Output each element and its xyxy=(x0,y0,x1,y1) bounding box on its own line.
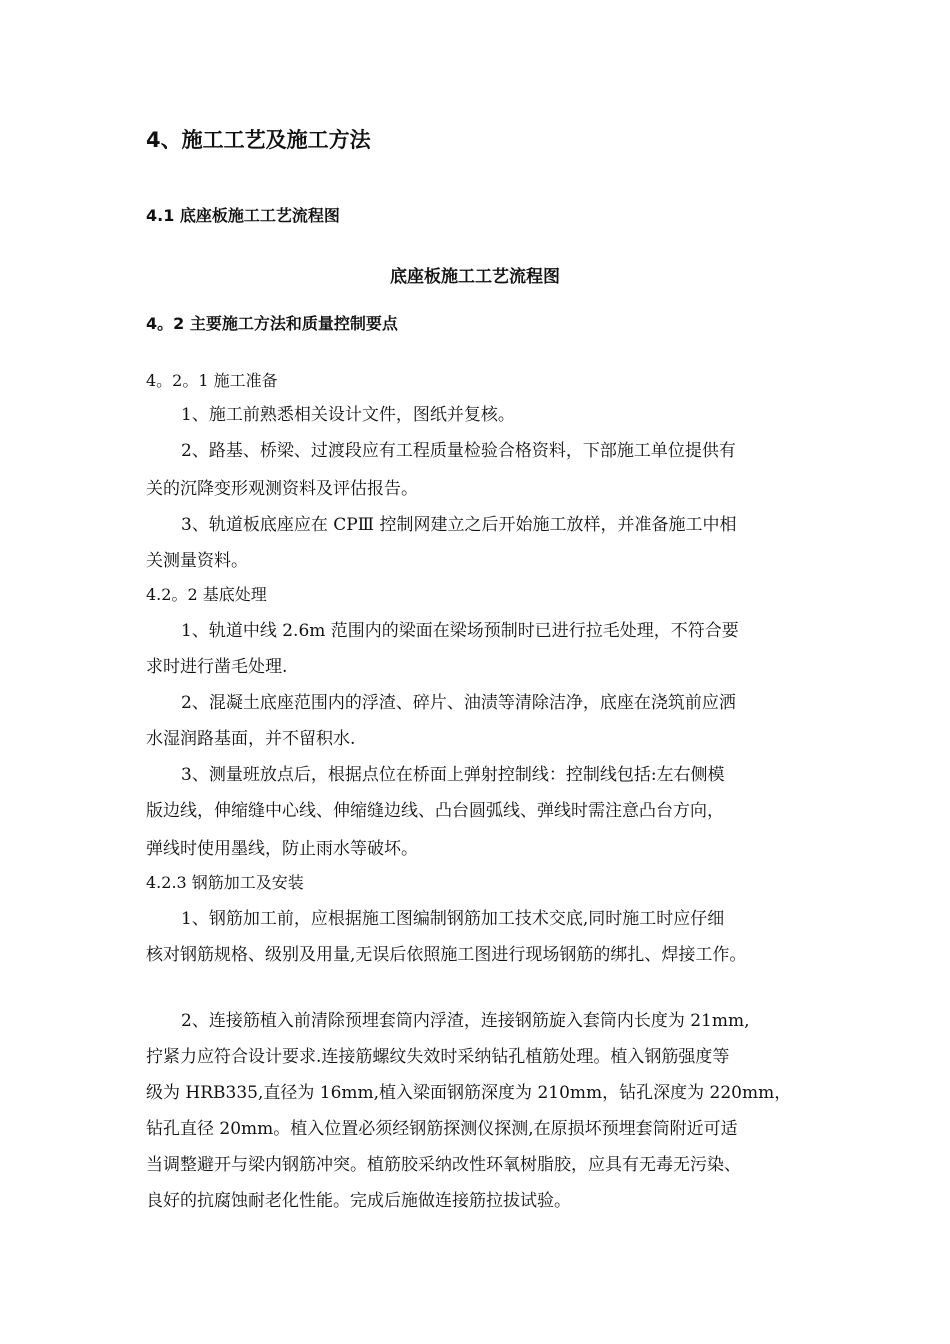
paragraph-line: 2、路基、桥梁、过渡段应有工程质量检验合格资料，下部施工单位提供有 xyxy=(181,441,736,461)
subsection-title-4-2-2: 4.2。2 基底处理 xyxy=(146,585,267,604)
subsection-title-4-2-3: 4.2.3 钢筋加工及安装 xyxy=(146,873,304,892)
paragraph-line: 1、轨道中线 2.6m 范围内的梁面在梁场预制时已进行拉毛处理，不符合要 xyxy=(181,621,739,641)
paragraph-line: 版边线，伸缩缝中心线、伸缩缝边线、凸台圆弧线、弹线时需注意凸台方向， xyxy=(146,801,724,821)
flowchart-title: 底座板施工工艺流程图 xyxy=(390,267,560,287)
section-heading-4-1: 4.1 底座板施工工艺流程图 xyxy=(146,206,340,225)
paragraph-line: 1、钢筋加工前，应根据施工图编制钢筋加工技术交底,同时施工时应仔细 xyxy=(181,909,725,929)
paragraph-line: 3、轨道板底座应在 CPⅢ 控制网建立之后开始施工放样，并准备施工中相 xyxy=(181,515,737,535)
paragraph-line: 关测量资料。 xyxy=(146,551,248,571)
paragraph-line: 当调整避开与梁内钢筋冲突。植筋胶采纳改性环氧树脂胶，应具有无毒无污染、 xyxy=(146,1155,741,1175)
paragraph-line: 1、施工前熟悉相关设计文件，图纸并复核。 xyxy=(181,405,515,425)
subsection-title-4-2-1: 4。2。1 施工准备 xyxy=(146,371,278,390)
paragraph-line: 求时进行凿毛处理. xyxy=(146,657,288,677)
paragraph-line: 核对钢筋规格、级别及用量,无误后依照施工图进行现场钢筋的绑扎、焊接工作。 xyxy=(146,945,747,965)
paragraph-line: 钻孔直径 20mm。植入位置必须经钢筋探测仪探测,在原损坏预埋套筒附近可适 xyxy=(146,1119,738,1139)
paragraph-line: 弹线时使用墨线，防止雨水等破坏。 xyxy=(146,839,418,859)
section-heading-4-2: 4。2 主要施工方法和质量控制要点 xyxy=(146,314,398,333)
paragraph-line: 级为 HRB335,直径为 16mm,植入梁面钢筋深度为 210mm，钻孔深度为 220mm， xyxy=(146,1083,792,1103)
paragraph-line: 拧紧力应符合设计要求.连接筋螺纹失效时采纳钻孔植筋处理。植入钢筋强度等 xyxy=(146,1047,730,1067)
paragraph-line: 3、测量班放点后，根据点位在桥面上弹射控制线：控制线包括:左右侧模 xyxy=(181,765,725,785)
paragraph-line: 关的沉降变形观测资料及评估报告。 xyxy=(146,479,418,499)
paragraph-line: 水湿润路基面，并不留积水. xyxy=(146,729,356,749)
paragraph-line: 2、混凝土底座范围内的浮渣、碎片、油渍等清除洁净，底座在浇筑前应洒 xyxy=(181,693,736,713)
section-heading-4: 4、施工工艺及施工方法 xyxy=(146,128,371,152)
paragraph-line: 2、连接筋植入前清除预埋套筒内浮渣，连接钢筋旋入套筒内长度为 21mm, xyxy=(181,1011,750,1031)
paragraph-line: 良好的抗腐蚀耐老化性能。完成后施做连接筋拉拔试验。 xyxy=(146,1191,571,1211)
